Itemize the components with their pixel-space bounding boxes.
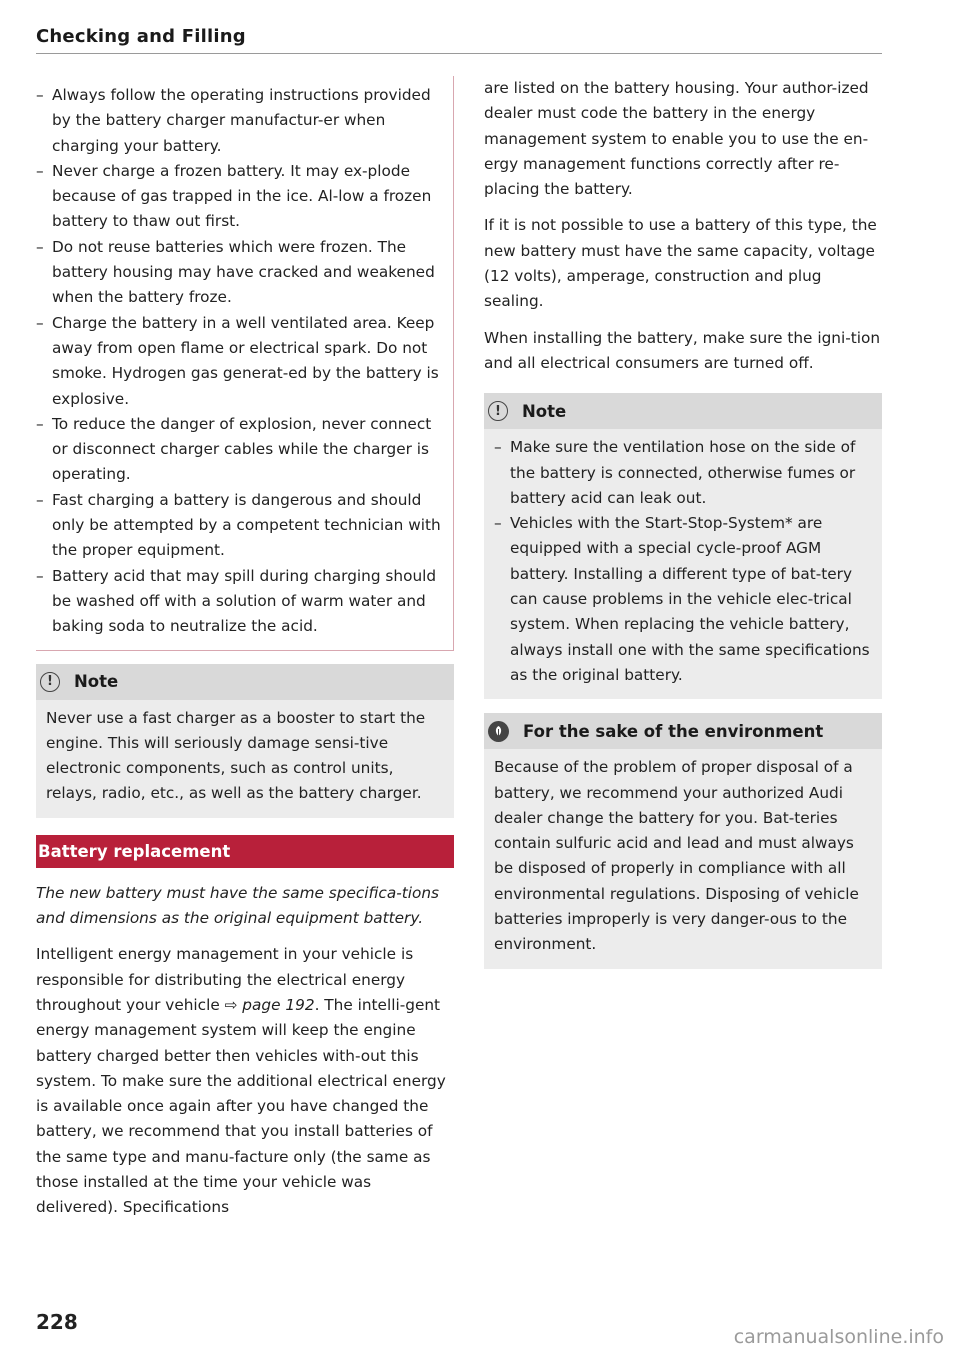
note-header — [36, 664, 454, 700]
watermark: carmanualsonline.info — [733, 1326, 944, 1348]
paragraph: are listed on the battery housing. Your author-ized dealer must code the battery in the energy management system to enable you to use the en-ergy management functions correctly after re-placing the battery. — [484, 79, 869, 199]
warning-box — [36, 76, 454, 651]
warning-item: – Always follow the operating instructions provided by the battery charger manufactur-er when charging your battery. — [36, 83, 443, 159]
note-item: – Vehicles with the Start-Stop-System* are equipped with a special cycle-proof AGM battery. Installing a different type of bat-tery can cause problems in the vehicle elec-trical system. When replacing the vehicle battery, always install one with the same specifications as the original battery. — [494, 511, 870, 688]
environment-box — [484, 713, 882, 968]
note-title: Note — [522, 401, 567, 421]
leaf-icon — [488, 721, 509, 742]
warning-item: – Battery acid that may spill during charging should be washed off with a solution of warm water and baking soda to neutralize the acid. — [36, 564, 443, 640]
right-column — [484, 76, 882, 969]
note-title: Note — [74, 671, 119, 691]
left-column — [36, 76, 454, 1221]
paragraph: If it is not possible to use a battery of this type, the new battery must have the same capacity, voltage (12 volts), amperage, construction and plug sealing. — [484, 216, 877, 311]
note-body — [484, 429, 882, 699]
page-header-title: Checking and Filling — [36, 26, 246, 47]
warning-item: – Charge the battery in a well ventilated area. Keep away from open flame or electrical spark. Do not smoke. Hydrogen gas generat-ed by the battery is explosive. — [36, 311, 443, 412]
section-intro: The new battery must have the same specifica-tions and dimensions as the original equipment battery. — [36, 883, 439, 928]
note-box-right — [484, 393, 882, 699]
note-item: – Make sure the ventilation hose on the side of the battery is connected, otherwise fumes or battery acid can leak out. — [494, 435, 870, 511]
page-number: 228 — [36, 1310, 78, 1334]
header-divider — [36, 53, 882, 54]
environment-title: For the sake of the environment — [523, 721, 824, 741]
paragraph-text: Intelligent energy management in your vehicle is responsible for distributing the electrical energy throughout your vehicle — [36, 945, 414, 1014]
warning-list — [36, 83, 443, 640]
warning-item: – Never charge a frozen battery. It may ex-plode because of gas trapped in the ice. Al-low a frozen battery to thaw out first. — [36, 159, 443, 235]
warning-item: – Fast charging a battery is dangerous and should only be attempted by a competent technician with the proper equipment. — [36, 488, 443, 564]
warning-item: – To reduce the danger of explosion, never connect or disconnect charger cables while the charger is operating. — [36, 412, 443, 488]
note-box-left — [36, 664, 454, 818]
section-paragraph — [36, 942, 454, 1220]
note-header — [484, 393, 882, 429]
environment-body: Because of the problem of proper disposal of a battery, we recommend your authorized Audi dealer change the battery for you. Bat-teries contain sulfuric acid and lead and must always be disposed of properly in compliance with all environmental regulations. Disposing of vehicle batteries improperly is very danger-ous to the environment. — [484, 749, 882, 968]
warning-item: – Do not reuse batteries which were frozen. The battery housing may have cracked and weakened when the battery froze. — [36, 235, 443, 311]
paragraph: When installing the battery, make sure the igni-tion and all electrical consumers are turned off. — [484, 328, 881, 372]
note-list — [494, 435, 870, 688]
exclamation-icon: ! — [488, 401, 508, 421]
environment-header — [484, 713, 882, 749]
exclamation-icon: ! — [40, 672, 60, 692]
section-title: Battery replacement — [36, 835, 454, 868]
paragraph-text: . The intelli-gent energy management system will keep the engine battery charged better then vehicles with-out this system. To make sure the additional electrical energy is available once again after you have changed the battery, we recommend that you install batteries of the same type and manu-facture only (the same as those installed at the time your vehicle was delivered). Specifications — [36, 995, 446, 1217]
note-body: Never use a fast charger as a booster to start the engine. This will seriously damage sensi-tive electronic components, such as control units, relays, radio, etc., as well as the battery charger. — [36, 700, 454, 818]
page-reference-link[interactable]: ⇨ page 192 — [224, 995, 315, 1014]
